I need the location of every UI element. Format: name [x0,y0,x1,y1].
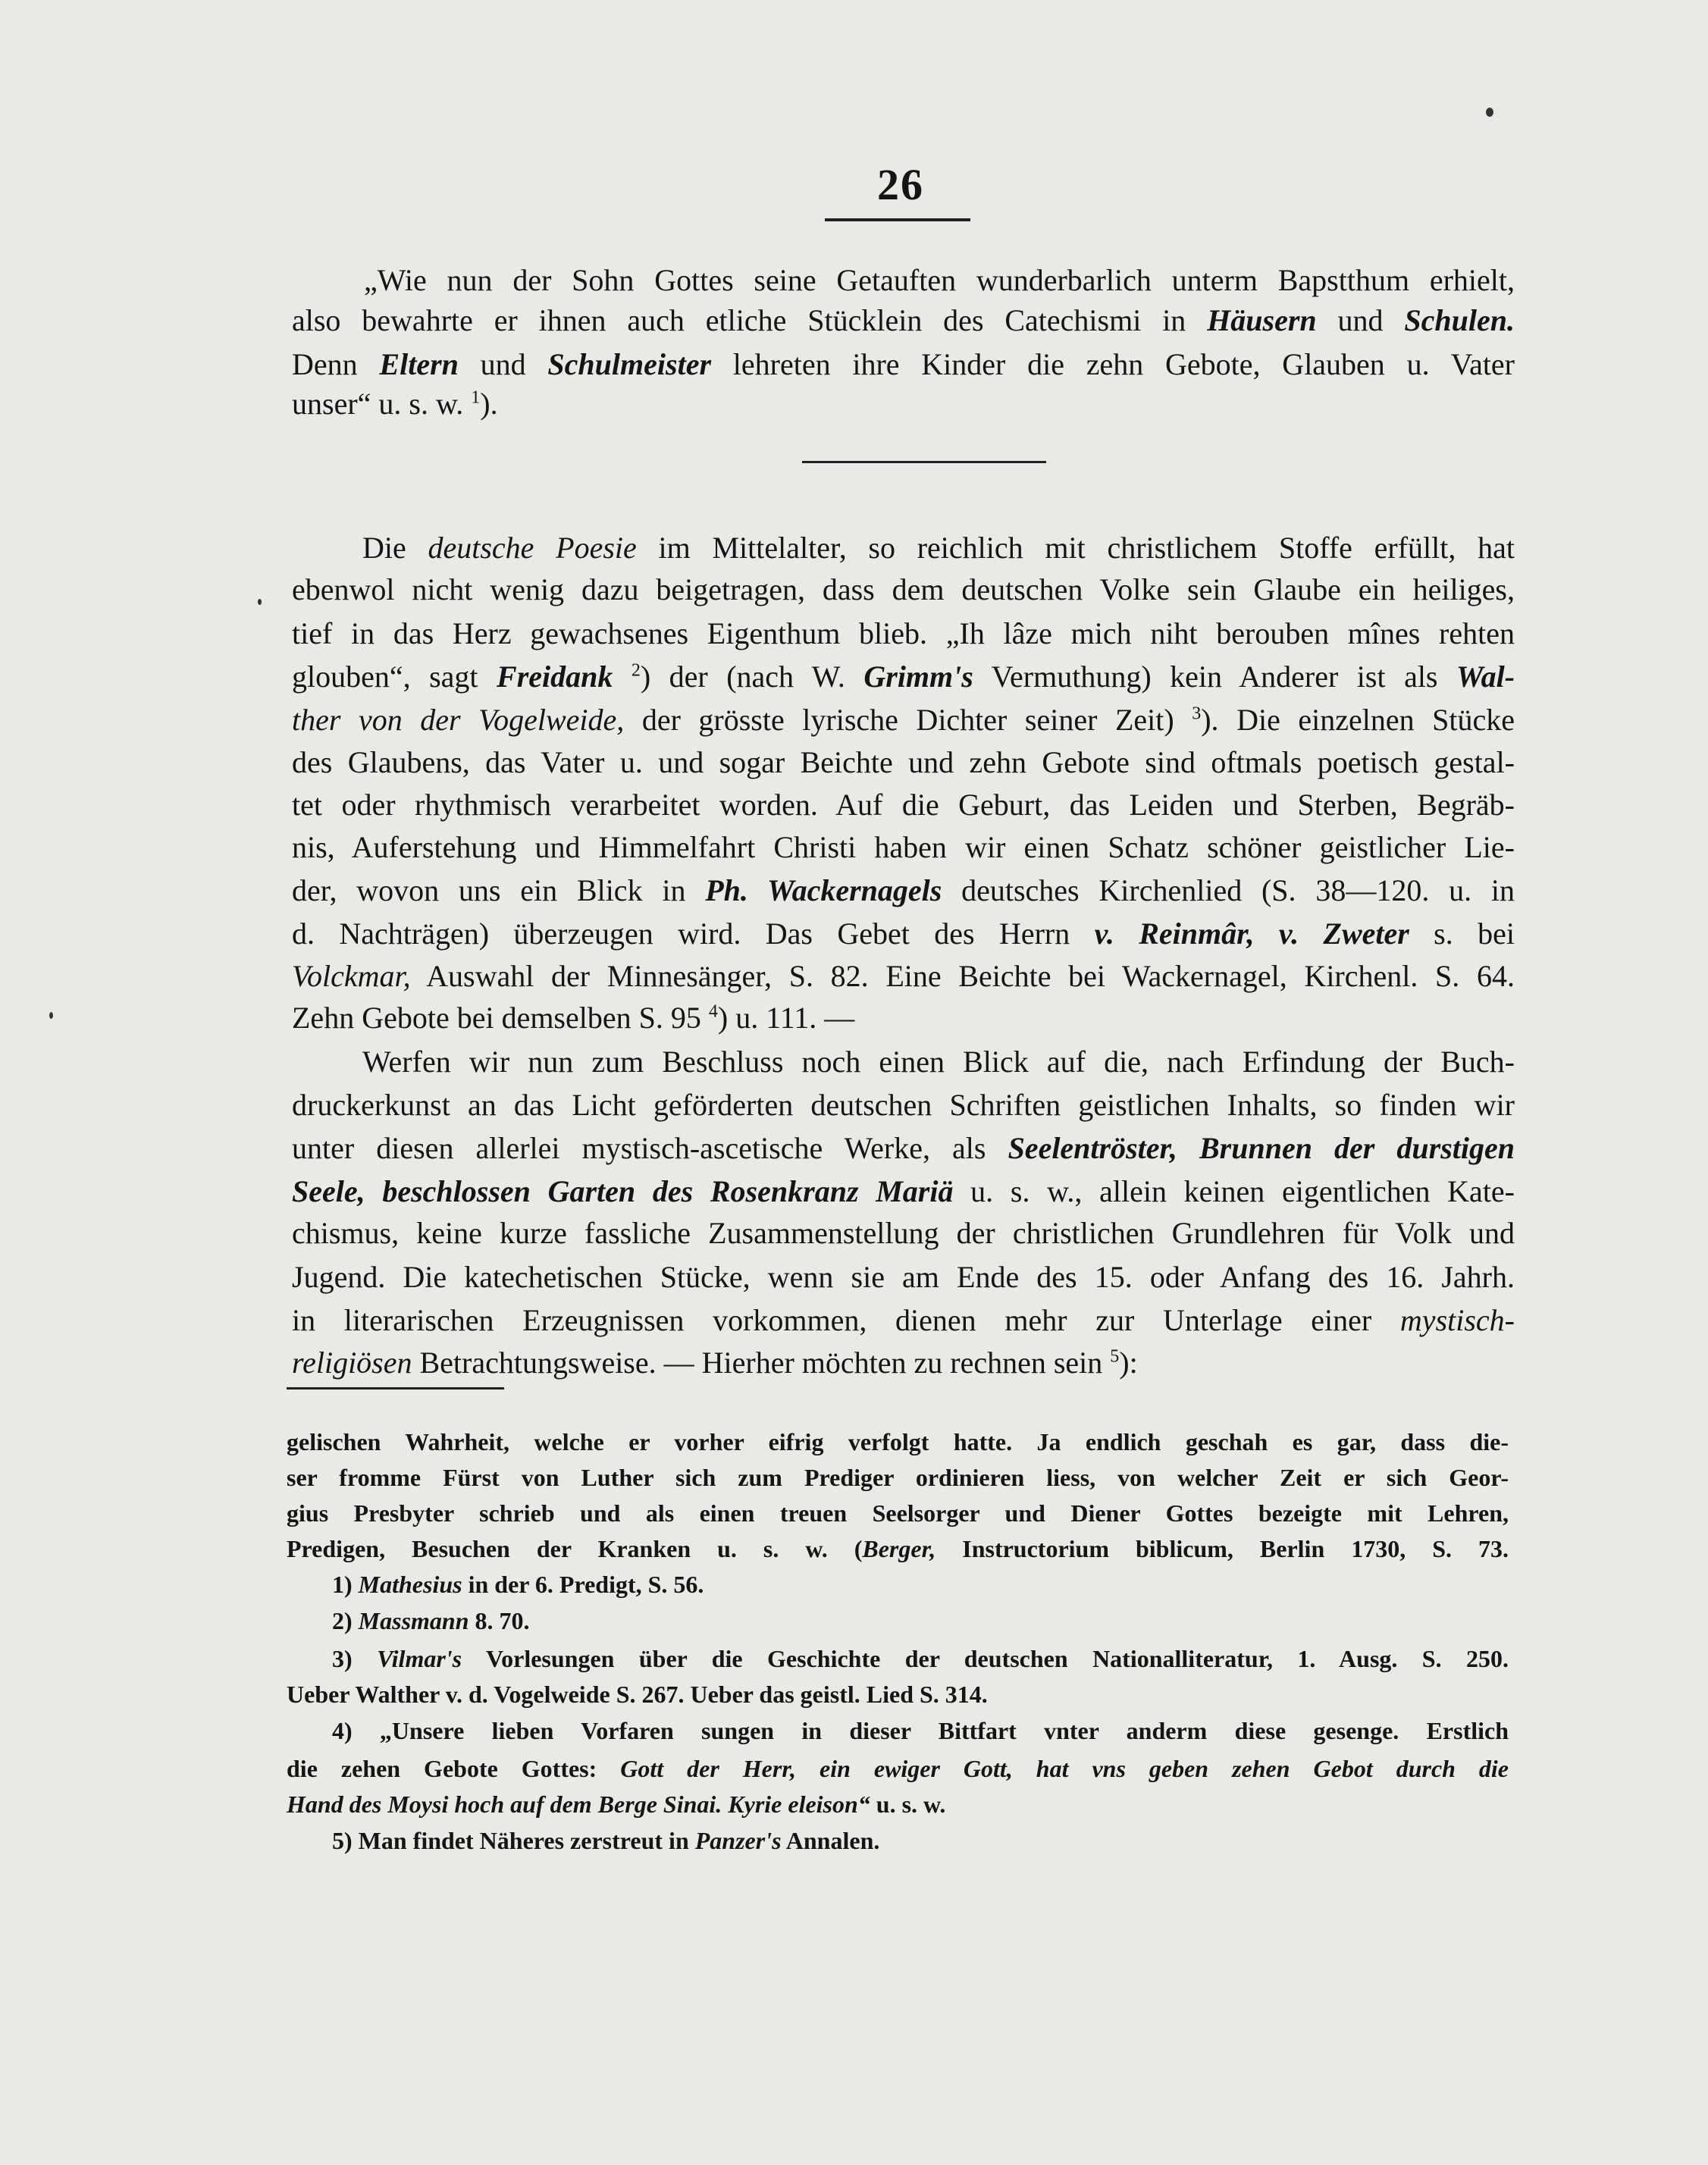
body-line-16: Seele, beschlossen Garten des Rosenkranz Mariä u. s. w., allein keinen eigentlichen Kate- [292,1174,1515,1208]
body-line-4: glouben“, sagt Freidank $^2$) der (nach W. Grimm's Vermuthung) kein Anderer ist als Wal- [292,660,1515,694]
footnote-5: 5) Man findet Näheres zerstreut in Panzer's Annalen. [332,1827,880,1854]
scan-speck [258,599,262,605]
footnote-4-line-2: die zehen Gebote Gottes: Gott der Herr, ein ewiger Gott, hat vns geben zehen Gebot durch die [287,1755,1509,1782]
body-line-8: nis, Auferstehung und Himmelfahrt Christi haben wir einen Schatz schöner geistlicher Lie- [292,830,1515,864]
body-line-11: Volckmar, Auswahl der Minnesänger, S. 82. Eine Beichte bei Wackernagel, Kirchenl. S. 64. [292,959,1515,993]
scan-speck [1486,108,1493,117]
body-line-12: Zehn Gebote bei demselben S. 95 $^4$) u. 111. — [292,1001,855,1035]
page-number-rule [825,218,970,221]
body-line-14: druckerkunst an das Licht geförderten deutschen Schriften geistlichen Inhalts, so finden wir [292,1088,1515,1122]
body-line-17: chismus, keine kurze fassliche Zusammenstellung der christlichen Grundlehren für Volk und [292,1216,1515,1250]
footnote-continued-line-3: gius Presbyter schrieb und als einen treuen Seelsorger und Diener Gottes bezeigte mit Lehren, [287,1499,1509,1527]
footnote-rule [287,1387,504,1390]
body-line-20: religiösen Betrachtungsweise. — Hierher möchten zu rechnen sein $^5$): [292,1346,1138,1380]
body-line-1: Die deutsche Poesie im Mittelalter, so reichlich mit christlichem Stoffe erfüllt, hat [362,531,1515,565]
body-line-18: Jugend. Die katechetischen Stücke, wenn sie am Ende des 15. oder Anfang des 16. Jahrh. [292,1260,1515,1294]
body-line-5: ther von der Vogelweide, der grösste lyrische Dichter seiner Zeit) $^3$). Die einzelnen Stücke [292,703,1515,737]
footnote-continued-line-2: ser fromme Fürst von Luther sich zum Prediger ordinieren liess, von welcher Zeit er sich Geor- [287,1464,1509,1491]
footnote-continued-line-1: gelischen Wahrheit, welche er vorher eifrig verfolgt hatte. Ja endlich geschah es gar, dass die- [287,1428,1509,1455]
body-line-13: Werfen wir nun zum Beschluss noch einen Blick auf die, nach Erfindung der Buch- [362,1045,1515,1079]
body-line-6: des Glaubens, das Vater u. und sogar Beichte und zehn Gebote sind oftmals poetisch gestal- [292,745,1515,779]
quote-line-2: also bewahrte er ihnen auch etliche Stücklein des Catechismi in Häusern und Schulen. [292,303,1515,337]
quote-line-1: „Wie nun der Sohn Gottes seine Getauften wunderbarlich unterm Bapstthum erhielt, [364,263,1515,297]
body-line-3: tief in das Herz gewachsenes Eigenthum blieb. „Ih lâze mich niht berouben mînes rehten [292,616,1515,650]
body-line-7: tet oder rhythmisch verarbeitet worden. Auf die Geburt, das Leiden und Sterben, Begräb- [292,788,1515,822]
footnote-3-line-1: 3) Vilmar's Vorlesungen über die Geschichte der deutschen Nationalliteratur, 1. Ausg. S. 250. [332,1645,1509,1672]
footnote-1: 1) Mathesius in der 6. Predigt, S. 56. [332,1571,704,1598]
body-line-9: der, wovon uns ein Blick in Ph. Wackernagels deutsches Kirchenlied (S. 38—120. u. in [292,873,1515,907]
body-line-15: unter diesen allerlei mystisch-ascetische Werke, als Seelentröster, Brunnen der durstigen [292,1131,1515,1165]
footnote-continued-line-4: Predigen, Besuchen der Kranken u. s. w. (Berger, Instructorium biblicum, Berlin 1730, S. 73. [287,1535,1509,1562]
quote-line-4: unser“ u. s. w. $^1$). [292,387,498,421]
body-line-19: in literarischen Erzeugnissen vorkommen, dienen mehr zur Unterlage einer mystisch- [292,1303,1515,1337]
body-line-2: ebenwol nicht wenig dazu beigetragen, dass dem deutschen Volke sein Glaube ein heiliges, [292,572,1515,606]
section-divider [802,461,1046,463]
body-line-10: d. Nachträgen) überzeugen wird. Das Gebet des Herrn v. Reinmâr, v. Zweter s. bei [292,916,1515,951]
footnote-2: 2) Massmann 8. 70. [332,1607,530,1634]
footnote-4-line-1: 4) „Unsere lieben Vorfaren sungen in dieser Bittfart vnter anderm diese gesenge. Erstlich [332,1717,1509,1744]
footnote-4-line-3: Hand des Moysi hoch auf dem Berge Sinai. Kyrie eleison“ u. s. w. [287,1791,946,1818]
footnote-3-line-2: Ueber Walther v. d. Vogelweide S. 267. Ueber das geistl. Lied S. 314. [287,1681,988,1708]
page-number: 26 [877,160,924,209]
scan-speck [49,1012,53,1019]
quote-line-3: Denn Eltern und Schulmeister lehreten ihre Kinder die zehn Gebote, Glauben u. Vater [292,347,1515,381]
